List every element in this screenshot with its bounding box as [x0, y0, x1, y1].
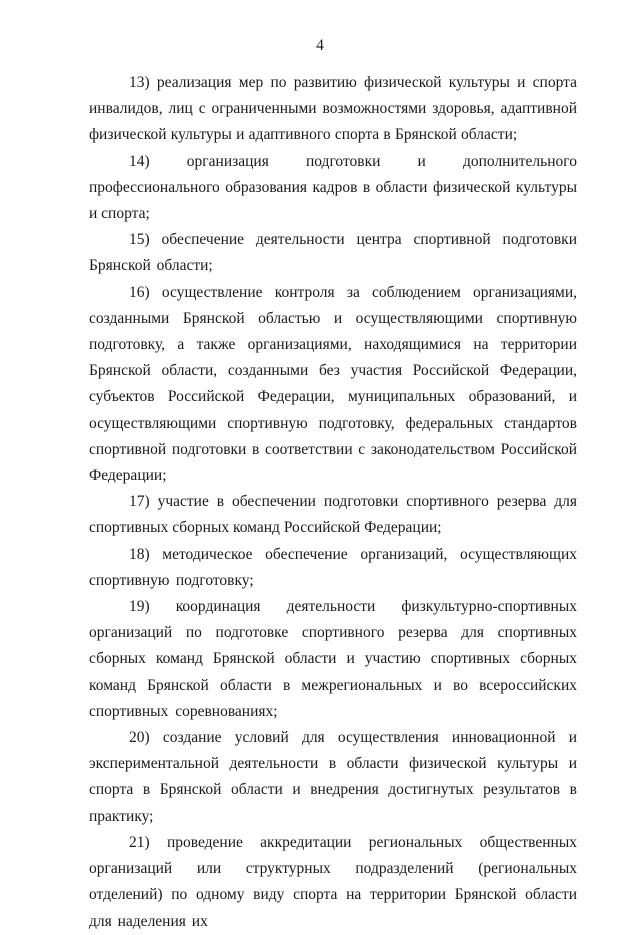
document-body	[89, 70, 577, 935]
list-item-21: 21) проведение аккредитации региональных общественных организаций или структурных подразделений (региональных отделений) по одному виду спорта на территории Брянской области для наделения их	[89, 833, 577, 930]
list-item-15: 15) обеспечение деятельности центра спортивной подготовки Брянской области;	[89, 231, 577, 275]
list-item-16: 16) осуществление контроля за соблюдением организациями, созданными Брянской областью и осуществляющими спортивную подготовку, а также организациями, находящимися на территории Брянской области, созданными без участия Российской Федерации, субъектов Российской Федерации, муниципальных образований, и осуществляющими спортивную подготовку, федеральных стандартов спортивной подготовки в соответствии с законодательством Российской Федерации;	[89, 283, 577, 485]
list-item-13: 13) реализация мер по развитию физической культуры и спорта инвалидов, лиц с ограниченными возможностями здоровья, адаптивной физической культуры и адаптивного спорта в Брянской области;	[89, 74, 577, 144]
page-number: 4	[316, 37, 324, 54]
list-item-19: 19) координация деятельности физкультурно-спортивных организаций по подготовке спортивного резерва для спортивных сборных команд Брянской области и участию спортивных сборных команд Брянской области в межрегиональных и во всероссийских спортивных соревнованиях;	[89, 598, 577, 720]
list-item-20: 20) создание условий для осуществления инновационной и экспериментальной деятельности в области физической культуры и спорта в Брянской области и внедрения достигнутых результатов в практику;	[89, 729, 577, 825]
list-item-14: 14) организация подготовки и дополнительного профессионального образования кадров в области физической культуры и спорта;	[89, 152, 577, 223]
list-item-18: 18) методическое обеспечение организаций, осуществляющих спортивную подготовку;	[89, 545, 577, 589]
list-item-17: 17) участие в обеспечении подготовки спортивного резерва для спортивных сборных команд Российской Федерации;	[89, 493, 577, 537]
